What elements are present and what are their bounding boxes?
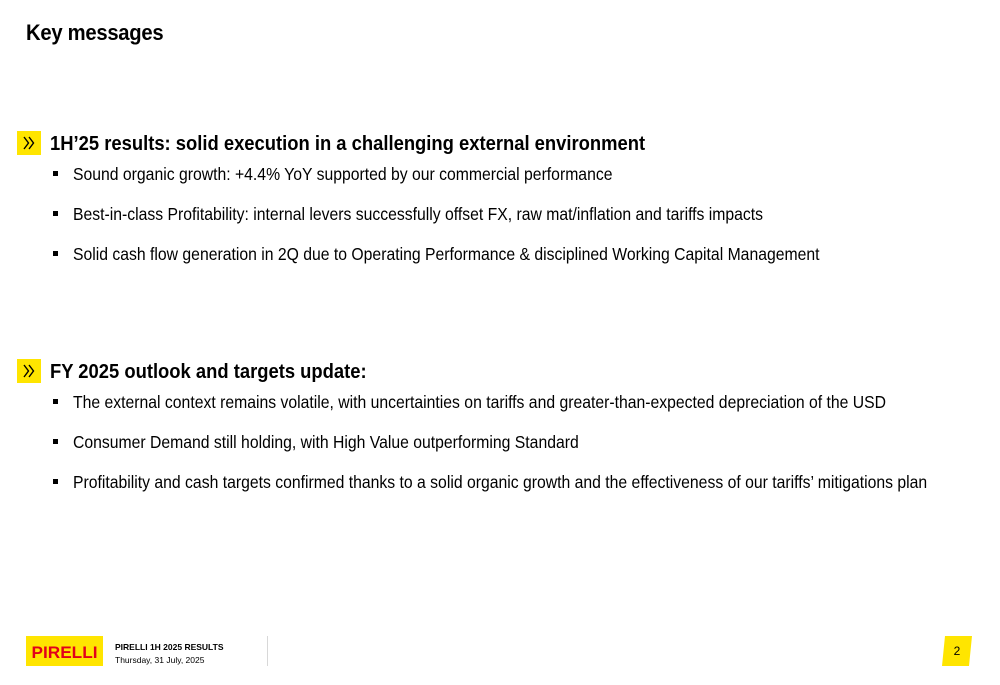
square-bullet-icon <box>53 251 58 256</box>
report-date: Thursday, 31 July, 2025 <box>115 655 205 665</box>
section-title: FY 2025 outlook and targets update: <box>50 361 367 383</box>
section-title: 1H’25 results: solid execution in a challenging external environment <box>50 133 646 155</box>
section-fy2025-outlook <box>17 359 1000 492</box>
double-chevron-right-icon <box>17 131 41 155</box>
bullet-text: Consumer Demand still holding, with High Value outperforming Standard <box>73 432 579 452</box>
footer-divider <box>267 636 268 666</box>
section-header <box>17 359 1000 389</box>
pirelli-logo <box>26 636 103 666</box>
footer-info <box>115 641 223 667</box>
logo-text: PIRELLI <box>31 643 98 662</box>
section-1h25-results <box>17 131 1000 264</box>
square-bullet-icon <box>53 171 58 176</box>
bullet-text: Solid cash flow generation in 2Q due to Operating Performance & disciplined Working Capital Management <box>73 244 820 264</box>
square-bullet-icon <box>53 439 58 444</box>
page-number: 2 <box>953 644 961 658</box>
section-header <box>17 131 1000 161</box>
square-bullet-icon <box>53 211 58 216</box>
bullet-text: Profitability and cash targets confirmed thanks to a solid organic growth and the effectiveness of our tariffs’ mitigations plan <box>73 472 928 492</box>
page-number-badge <box>942 636 972 666</box>
report-title: PIRELLI 1H 2025 RESULTS <box>115 642 224 652</box>
square-bullet-icon <box>53 399 58 404</box>
bullet-text: The external context remains volatile, with uncertainties on tariffs and greater-than-expected depreciation of the USD <box>73 392 887 412</box>
bullet-text: Best-in-class Profitability: internal levers successfully offset FX, raw mat/inflation and tariffs impacts <box>73 204 764 224</box>
bullet-text: Sound organic growth: +4.4% YoY supported by our commercial performance <box>73 164 613 184</box>
square-bullet-icon <box>53 479 58 484</box>
page-title: Key messages <box>26 20 164 45</box>
double-chevron-right-icon <box>17 359 41 383</box>
